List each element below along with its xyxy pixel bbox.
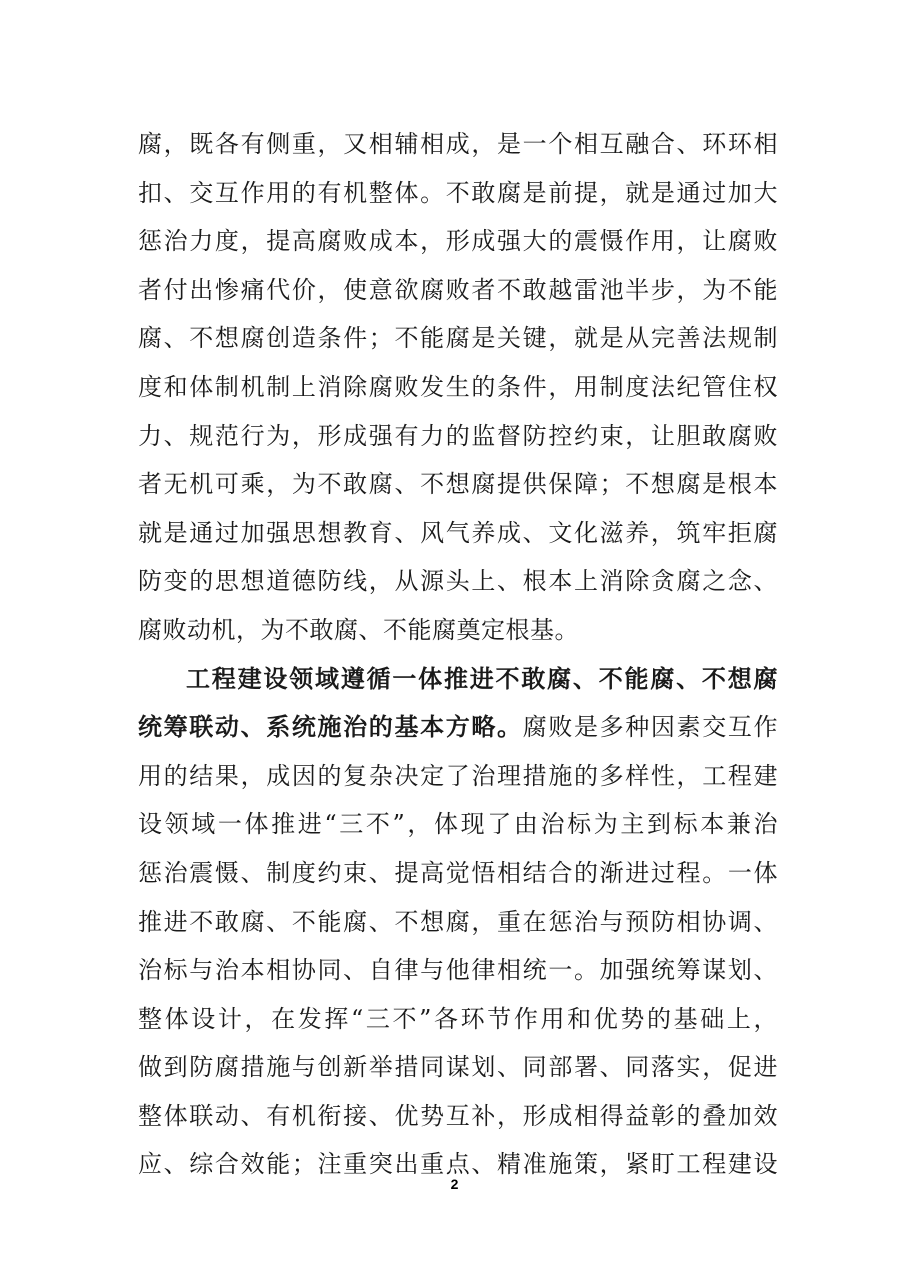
text-line-rest: 腐败是多种因素交互作 [522,713,778,742]
page-number: 2 [450,1176,459,1192]
text-line: 用的结果，成因的复杂决定了治理措施的多样性，工程建 [138,761,778,790]
paragraph-heading-end: 统筹联动、系统施治的基本方略。 [138,713,523,742]
text-line: 扣、交互作用的有机整体。不敢腐是前提，就是通过加大 [138,178,778,207]
paragraph-1 [138,120,778,655]
text-line: 力、规范行为，形成强有力的监督防控约束，让胆敢腐败 [138,421,778,450]
text-line: 度和体制机制上消除腐败发生的条件，用制度法纪管住权 [138,372,778,401]
text-line: 腐，既各有侧重，又相辅相成，是一个相互融合、环环相 [138,130,778,158]
text-line: 者无机可乘，为不敢腐、不想腐提供保障；不想腐是根本 [138,470,778,499]
text-line: 设领域一体推进“三不”，体现了由治标为主到标本兼治 [138,810,778,839]
text-line: 者付出惨痛代价，使意欲腐败者不敢越雷池半步，为不能 [138,275,778,304]
text-line: 就是通过加强思想教育、风气养成、文化滋养，筑牢拒腐 [138,518,778,547]
text-line: 做到防腐措施与创新举措同谋划、同部署、同落实，促进 [138,1053,778,1082]
text-line: 整体设计，在发挥“三不”各环节作用和优势的基础上， [138,1004,778,1033]
text-line: 腐败动机，为不敢腐、不能腐奠定根基。 [138,615,579,644]
text-line: 整体联动、有机衔接、优势互补，形成相得益彰的叠加效 [138,1101,778,1130]
text-line: 治标与治本相协同、自律与他律相统一。加强统筹谋划、 [138,956,778,985]
text-line: 惩治震慑、制度约束、提高觉悟相结合的渐进过程。一体 [138,858,778,887]
text-line: 推进不敢腐、不能腐、不想腐，重在惩治与预防相协调、 [138,907,778,936]
paragraph-heading: 工程建设领域遵循一体推进不敢腐、不能腐、不想腐 [186,664,778,693]
text-line [138,703,778,752]
text-line: 惩治力度，提高腐败成本，形成强大的震慑作用，让腐败 [138,227,778,256]
text-line: 腐、不想腐创造条件；不能腐是关键，就是从完善法规制 [138,324,778,353]
document-body [138,120,778,1189]
text-line: 应、综合效能；注重突出重点、精准施策，紧盯工程建设 [138,1150,778,1179]
paragraph-2 [138,655,778,1190]
text-line: 防变的思想道德防线，从源头上、根本上消除贪腐之念、 [138,567,778,596]
